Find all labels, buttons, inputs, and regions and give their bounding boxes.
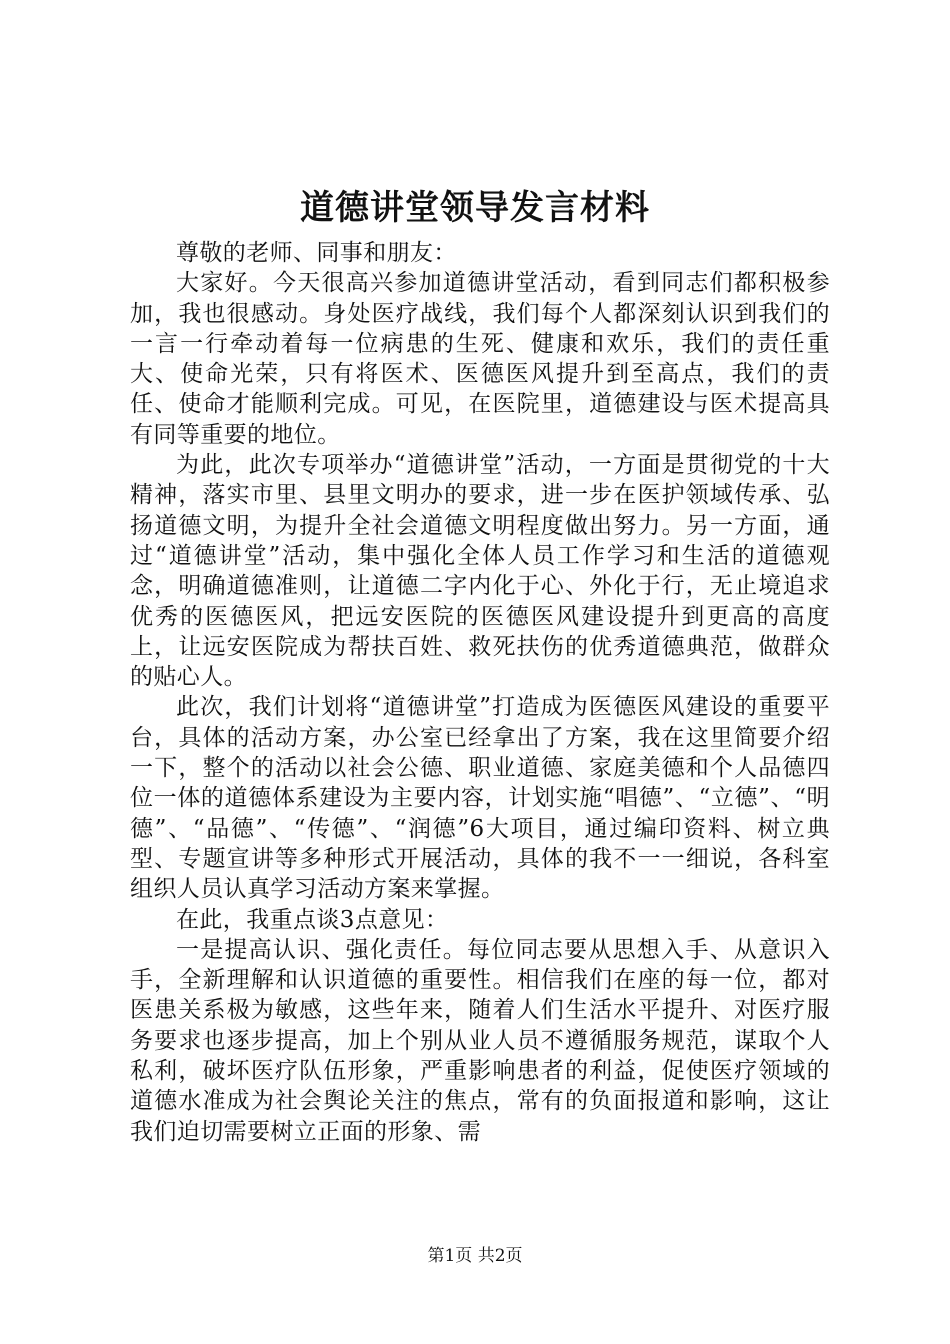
body-paragraph: 此次，我们计划将“道德讲堂”打造成为医德医风建设的重要平台，具体的活动方案，办公室已经拿出了方案，我在这里简要介绍一下，整个的活动以社会公德、职业道德、家庭美德和个人品德四位一体的道德体系建设为主要内容，计划实施“唱德”、“立德”、“明德”、“品德”、“传德”、“润德”6大项目，通过编印资料、树立典型、专题宣讲等多种形式开展活动，具体的我不一一细说，各科室组织人员认真学习活动方案来掌握。 [130, 694, 830, 903]
document-title: 道德讲堂领导发言材料 [300, 188, 650, 228]
body-paragraph: 一是提高认识、强化责任。每位同志要从思想入手、从意识入手，全新理解和认识道德的重要性。相信我们在座的每一位，都对医患关系极为敏感，这些年来，随着人们生活水平提升、对医疗服务要求也逐步提高，加上个别从业人员不遵循服务规范，谋取个人私利，破坏医疗队伍形象，严重影响患者的利益，促使医疗领域的道德水准成为社会舆论关注的焦点，常有的负面报道和影响，这让我们迫切需要树立正面的形象、需 [130, 936, 830, 1145]
salutation-paragraph: 尊敬的老师、同事和朋友： [176, 240, 457, 266]
body-paragraph: 大家好。今天很高兴参加道德讲堂活动，看到同志们都积极参加，我也很感动。身处医疗战线，我们每个人都深刻认识到我们的一言一行牵动着每一位病患的生死、健康和欢乐，我们的责任重大、使命光荣，只有将医术、医德医风提升到至高点，我们的责任、使命才能顺利完成。可见，在医院里，道德建设与医术提高具有同等重要的地位。 [130, 270, 830, 448]
body-paragraph: 为此，此次专项举办“道德讲堂”活动，一方面是贯彻党的十大精神，落实市里、县里文明办的要求，进一步在医护领域传承、弘扬道德文明，为提升全社会道德文明程度做出努力。另一方面，通过“道德讲堂”活动，集中强化全体人员工作学习和生活的道德观念，明确道德准则，让道德二字内化于心、外化于行，无止境追求优秀的医德医风，把远安医院的医德医风建设提升到更高的高度上，让远安医院成为帮扶百姓、救死扶伤的优秀道德典范，做群众的贴心人。 [130, 452, 830, 691]
document-body [130, 238, 830, 1147]
body-paragraph: 在此，我重点谈3点意见： [176, 906, 449, 933]
page-number-footer: 第1页 共2页 [427, 1246, 523, 1266]
